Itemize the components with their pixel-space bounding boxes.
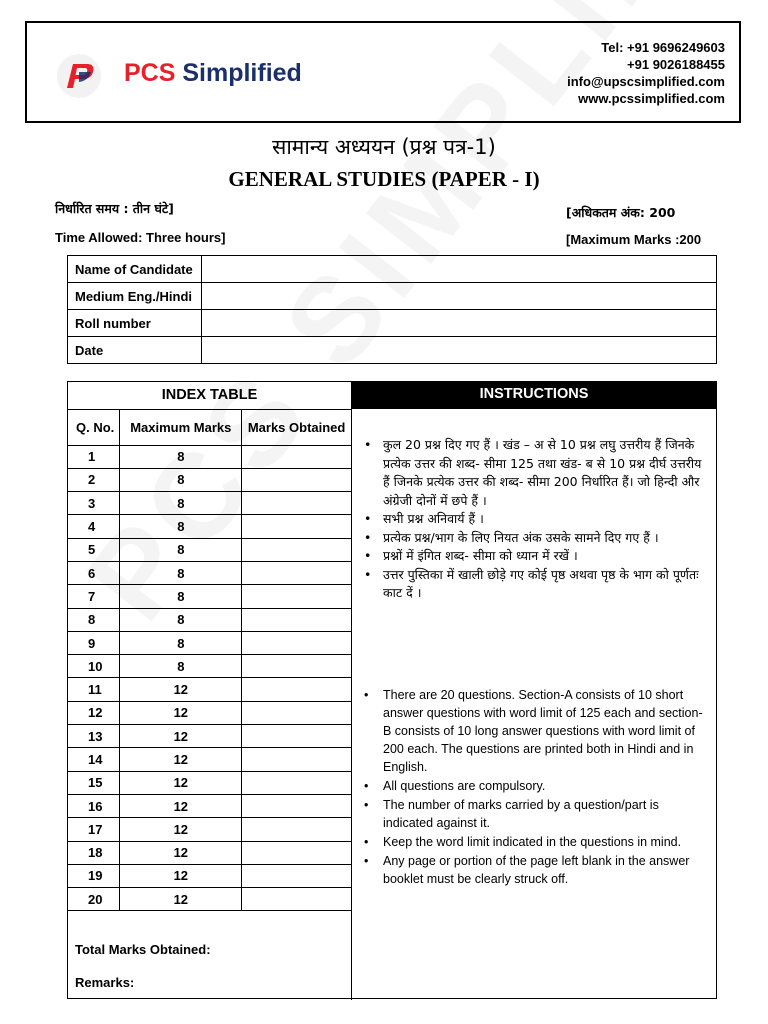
paper-title-english: GENERAL STUDIES (PAPER - I) [228, 167, 540, 191]
marks-obtained-cell[interactable] [242, 515, 352, 538]
maximum-marks: 8 [120, 445, 242, 468]
table-row [68, 841, 352, 864]
table-row [68, 561, 352, 584]
index-table-header-row [68, 409, 352, 445]
contact-phone-2: +91 9026188455 [627, 57, 725, 72]
maximum-marks: 12 [120, 725, 242, 748]
roll-number-label: Roll number [68, 310, 202, 337]
marks-obtained-cell[interactable] [242, 631, 352, 654]
table-row [68, 678, 352, 701]
marks-obtained-cell[interactable] [242, 818, 352, 841]
table-row [68, 888, 352, 911]
maximum-marks: 8 [120, 515, 242, 538]
question-number: 13 [68, 725, 120, 748]
list-item: • There are 20 questions. Section-A consists of 10 short answer questions with word limit of 125 each and section-B consists of 10 long answer questions with word limit of 200 each. The questions are printed both in Hindi and in English. [353, 686, 708, 776]
marks-obtained-cell[interactable] [242, 888, 352, 911]
contact-email: info@upscsimplified.com [567, 74, 725, 89]
candidate-name-label: Name of Candidate [68, 256, 202, 283]
question-number: 6 [68, 561, 120, 584]
table-row [68, 655, 352, 678]
index-table-title-row [68, 382, 352, 409]
question-number: 14 [68, 748, 120, 771]
remarks-label: Remarks: [75, 975, 135, 990]
list-item: • प्रश्नों में इंगित शब्द- सीमा को ध्यान में रखें । [353, 547, 708, 566]
medium-field[interactable] [202, 283, 717, 310]
maximum-marks: 12 [120, 748, 242, 771]
marks-obtained-cell[interactable] [242, 608, 352, 631]
table-row [68, 538, 352, 561]
table-row [68, 864, 352, 887]
question-number: 8 [68, 608, 120, 631]
marks-obtained-cell[interactable] [242, 538, 352, 561]
marks-obtained-cell[interactable] [242, 561, 352, 584]
list-item: • All questions are compulsory. [353, 777, 708, 795]
max-marks-hindi: [अधिकतम अंक: 200 [566, 205, 676, 220]
question-number: 7 [68, 585, 120, 608]
table-row [68, 725, 352, 748]
marks-obtained-cell[interactable] [242, 492, 352, 515]
question-number: 15 [68, 771, 120, 794]
brand-name-pcs: PCS [124, 59, 176, 87]
instructions-english-list [353, 686, 708, 889]
col-header-max-marks: Maximum Marks [120, 409, 242, 445]
list-item: • Any page or portion of the page left blank in the answer booklet must be clearly struck off. [353, 852, 708, 888]
question-number: 2 [68, 468, 120, 491]
table-row [68, 445, 352, 468]
table-row [68, 585, 352, 608]
question-number: 1 [68, 445, 120, 468]
question-number: 11 [68, 678, 120, 701]
list-item: • कुल 20 प्रश्न दिए गए हैं । खंड – अ से 10 प्रश्न लघु उत्तरीय हैं जिनके प्रत्येक उत्तर की शब्द- सीमा 125 तथा खंड- ब से 10 प्रश्न दीर्घ उत्तरीय हैं जिनके प्रत्येक उत्तर की शब्द- सीमा 200 निर्धारित हैं। जो हिन्दी और अंग्रेजी दोनों में छपे हैं । [353, 436, 708, 510]
contact-website: www.pcssimplified.com [578, 91, 725, 106]
marks-obtained-cell[interactable] [242, 585, 352, 608]
question-number: 18 [68, 841, 120, 864]
list-item: • उत्तर पुस्तिका में खाली छोड़े गए कोई पृष्ठ अथवा पृष्ठ के भाग को पूर्णतः काट दें । [353, 566, 708, 603]
table-row [68, 515, 352, 538]
table-row [68, 310, 717, 337]
question-number: 4 [68, 515, 120, 538]
marks-obtained-cell[interactable] [242, 678, 352, 701]
brand-logo-icon [57, 54, 101, 98]
question-number: 12 [68, 701, 120, 724]
table-row [68, 337, 717, 364]
marks-obtained-cell[interactable] [242, 794, 352, 817]
table-row [68, 771, 352, 794]
brand-name-simplified: Simplified [182, 59, 302, 87]
question-number: 3 [68, 492, 120, 515]
marks-obtained-cell[interactable] [242, 701, 352, 724]
date-label: Date [68, 337, 202, 364]
maximum-marks: 12 [120, 701, 242, 724]
list-item: • Keep the word limit indicated in the questions in mind. [353, 833, 708, 851]
maximum-marks: 12 [120, 678, 242, 701]
marks-obtained-cell[interactable] [242, 864, 352, 887]
maximum-marks: 12 [120, 841, 242, 864]
table-row [68, 283, 717, 310]
question-number: 19 [68, 864, 120, 887]
marks-obtained-cell[interactable] [242, 655, 352, 678]
marks-obtained-cell[interactable] [242, 445, 352, 468]
question-number: 9 [68, 631, 120, 654]
table-row [68, 492, 352, 515]
maximum-marks: 8 [120, 492, 242, 515]
table-row [68, 468, 352, 491]
maximum-marks: 12 [120, 888, 242, 911]
maximum-marks: 8 [120, 608, 242, 631]
max-marks-english: [Maximum Marks :200 [566, 232, 702, 247]
maximum-marks: 12 [120, 818, 242, 841]
table-row [68, 608, 352, 631]
medium-label: Medium Eng./Hindi [68, 283, 202, 310]
question-number: 5 [68, 538, 120, 561]
total-marks-label: Total Marks Obtained: [75, 942, 211, 957]
list-item: • The number of marks carried by a question/part is indicated against it. [353, 796, 708, 832]
time-allowed-hindi: निर्धारित समय : तीन घंटे] [55, 201, 174, 216]
index-table [68, 382, 352, 911]
table-row [68, 256, 717, 283]
list-item: • प्रत्येक प्रश्न/भाग के लिए नियत अंक उसके सामने दिए गए हैं । [353, 529, 708, 548]
marks-obtained-cell[interactable] [242, 468, 352, 491]
marks-obtained-cell[interactable] [242, 725, 352, 748]
maximum-marks: 8 [120, 655, 242, 678]
table-row [68, 818, 352, 841]
marks-obtained-cell[interactable] [242, 748, 352, 771]
index-and-instructions-panel [67, 381, 717, 999]
index-table-title: INDEX TABLE [68, 382, 352, 409]
brand-name [124, 59, 302, 88]
paper-title-hindi: सामान्य अध्ययन (प्रश्न पत्र-1) [272, 135, 496, 159]
marks-obtained-cell[interactable] [242, 771, 352, 794]
candidate-details-table [67, 255, 717, 364]
maximum-marks: 12 [120, 771, 242, 794]
marks-obtained-cell[interactable] [242, 841, 352, 864]
maximum-marks: 8 [120, 631, 242, 654]
question-number: 17 [68, 818, 120, 841]
maximum-marks: 8 [120, 468, 242, 491]
letterhead [25, 21, 741, 123]
contact-block [567, 39, 725, 107]
maximum-marks: 8 [120, 585, 242, 608]
table-row [68, 631, 352, 654]
question-number: 16 [68, 794, 120, 817]
maximum-marks: 8 [120, 538, 242, 561]
col-header-qno: Q. No. [68, 409, 120, 445]
maximum-marks: 12 [120, 794, 242, 817]
candidate-name-field[interactable] [202, 256, 717, 283]
time-allowed-english: Time Allowed: Three hours] [55, 230, 226, 245]
col-header-marks-obtained: Marks Obtained [242, 409, 352, 445]
date-field[interactable] [202, 337, 717, 364]
table-row [68, 748, 352, 771]
instructions-title: INSTRUCTIONS [352, 382, 716, 409]
question-number: 20 [68, 888, 120, 911]
maximum-marks: 8 [120, 561, 242, 584]
list-item: • सभी प्रश्न अनिवार्य हैं । [353, 510, 708, 529]
maximum-marks: 12 [120, 864, 242, 887]
column-divider [351, 382, 352, 1000]
contact-phone-1: Tel: +91 9696249603 [601, 40, 725, 55]
table-row [68, 794, 352, 817]
question-number: 10 [68, 655, 120, 678]
roll-number-field[interactable] [202, 310, 717, 337]
table-row [68, 701, 352, 724]
instructions-hindi-list [353, 436, 708, 603]
